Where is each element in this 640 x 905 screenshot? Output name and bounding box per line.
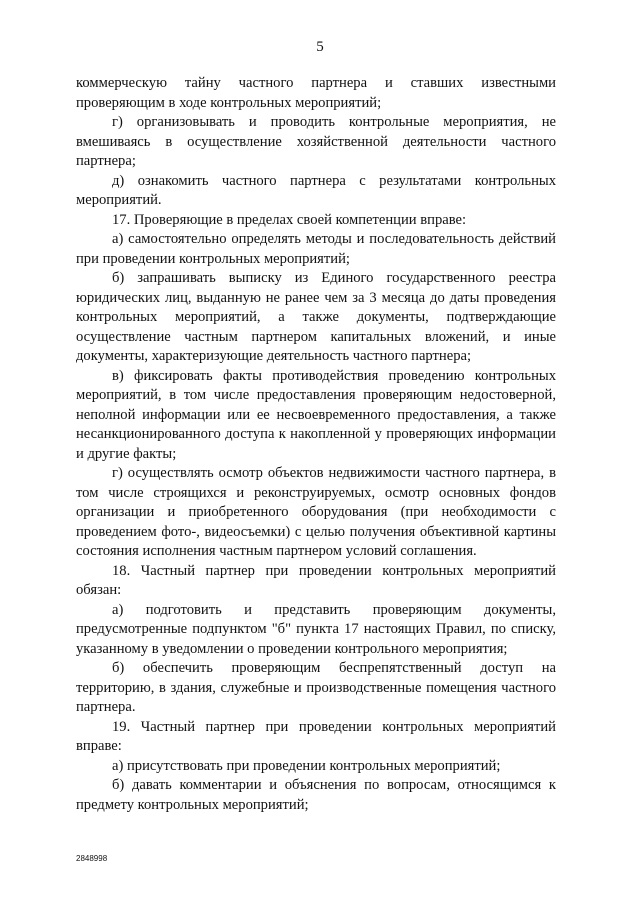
paragraph: а) присутствовать при проведении контрольных мероприятий; [112, 757, 501, 774]
paragraph: б) давать комментарии и объяснения по вопросам, относящимся к предмету контрольных мероприятий; [76, 777, 556, 813]
paragraph: г) осуществлять осмотр объектов недвижимости частного партнера, в том числе строящихся и реконструируемых, осмотр основных фондов организации и приобретенного оборудования (при необходимости с проведением фото-, видеосъемки) с целью получения объективной картины состояния исполнения частным партнером условий соглашения. [76, 465, 556, 559]
paragraph: коммерческую тайну частного партнера и ставших известными проверяющим в ходе контрольных мероприятий; [76, 75, 556, 111]
paragraph: б) обеспечить проверяющим беспрепятственный доступ на территорию, в здания, служебные и производственные помещения частного партнера. [76, 660, 556, 715]
paragraph: б) запрашивать выписку из Единого государственного реестра юридических лиц, выданную не ранее чем за 3 месяца до даты проведения контрольных мероприятий, а также документы, подтверждающие осуществление частным партнером капитальных вложений, и иные документы, характеризующие деятельность частного партнера; [76, 270, 556, 364]
paragraph: 19. Частный партнер при проведении контрольных мероприятий вправе: [76, 718, 556, 754]
paragraph: 18. Частный партнер при проведении контрольных мероприятий обязан: [76, 562, 556, 598]
paragraph: а) самостоятельно определять методы и последовательность действий при проведении контрольных мероприятий; [76, 231, 556, 267]
page-number: 5 [316, 39, 324, 55]
paragraph: в) фиксировать факты противодействия проведению контрольных мероприятий, в том числе предоставления проверяющим недостоверной, неполной информации или ее несвоевременного предоставления, а также несанкционированного доступа к накопленной у проверяющих информации и другие факты; [76, 367, 556, 462]
paragraph: д) ознакомить частного партнера с результатами контрольных мероприятий. [76, 172, 556, 208]
document-id: 2848998 [76, 854, 108, 863]
paragraph: г) организовывать и проводить контрольные мероприятия, не вмешиваясь в осуществление хозяйственной деятельности частного партнера; [76, 114, 556, 169]
paragraph: а) подготовить и представить проверяющим документы, предусмотренные подпунктом "б" пункта 17 настоящих Правил, по списку, указанному в уведомлении о проведении контрольного мероприятия; [76, 601, 556, 657]
paragraph: 17. Проверяющие в пределах своей компетенции вправе: [112, 211, 467, 228]
document-body [76, 74, 556, 815]
